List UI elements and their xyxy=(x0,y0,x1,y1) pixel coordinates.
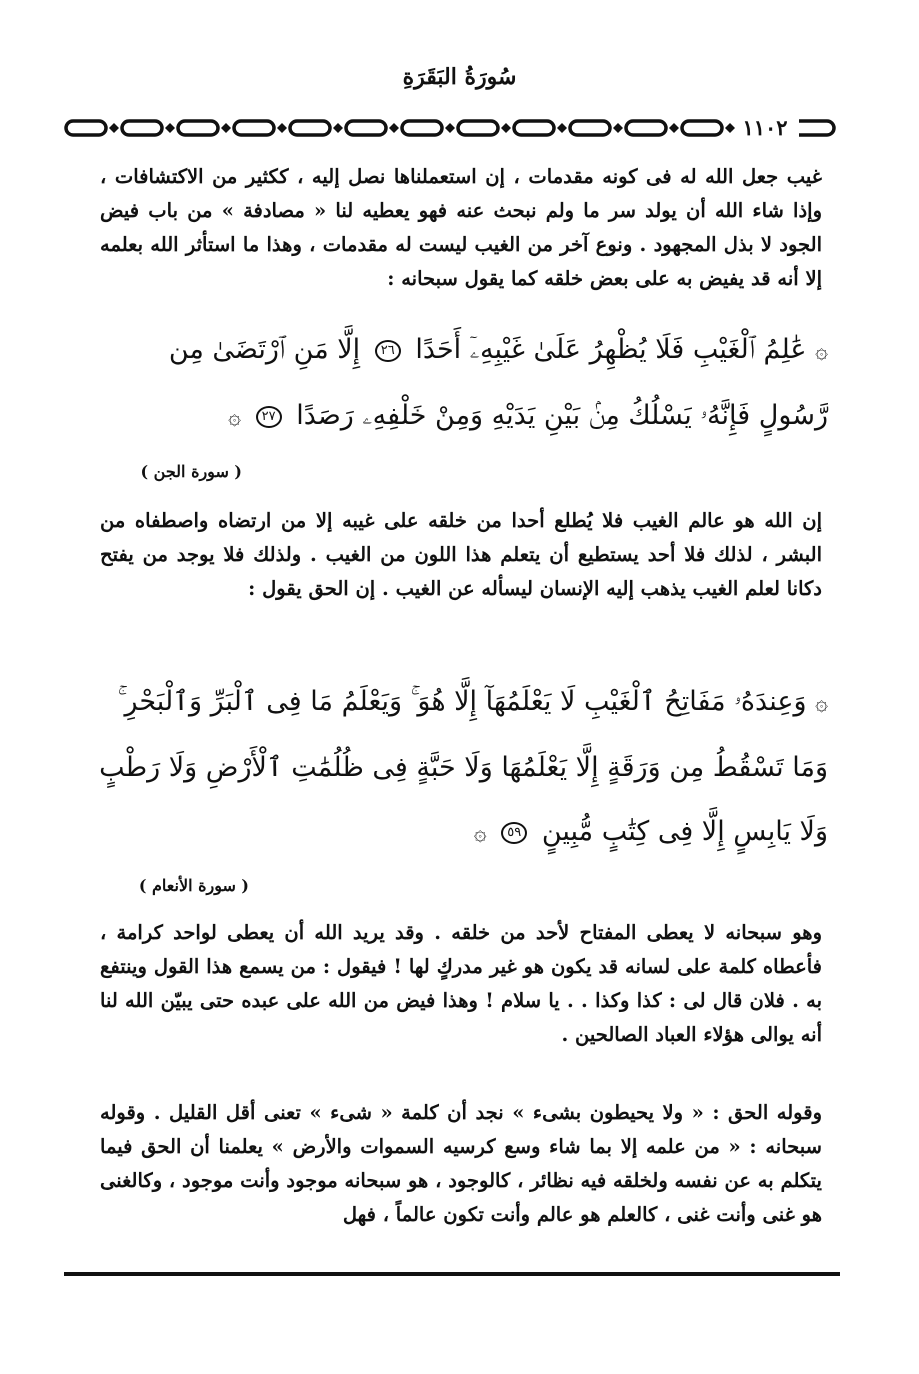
surah-title: سُورَةُ البَقَرَةِ xyxy=(402,64,517,90)
citation-surah-anam: ( سورة الأنعام ) xyxy=(138,876,249,895)
verse-open-ornament: ۞ xyxy=(815,339,828,364)
ayah-number-59: ٥٩ xyxy=(501,822,527,844)
header-ornamental-rule xyxy=(64,113,837,143)
verse-open-ornament: ۞ xyxy=(815,691,828,716)
verse-jinn-text-b: إِلَّا مَنِ ٱرْتَضَىٰ مِن رَّسُولٍ فَإِنَّهُۥ يَسْلُكُ مِنۢ بَيْنِ يَدَيْهِ وَمِنْ خَلْفِهِۦ رَصَدًا xyxy=(168,334,828,431)
footer-rule xyxy=(64,1272,840,1276)
quran-verse-anam xyxy=(92,670,828,866)
ayah-number-26: ٢٦ xyxy=(375,340,401,362)
quran-verse-jinn xyxy=(92,318,828,450)
paragraph-2: إن الله هو عالم الغيب فلا يُطلع أحدا من خلقه على غيبه إلا من ارتضاه واصطفاه من البشر ، لذلك فلا أحد يستطيع أن يتعلم هذا اللون من الغيب . ولذلك فلا يوجد من يفتح دكانا لعلم الغيب يذهب إليه الإنسان ليسأله عن الغيب . إن الحق يقول : xyxy=(100,509,822,600)
ayah-number-27: ٢٧ xyxy=(256,406,282,428)
verse-close-ornament: ۞ xyxy=(228,405,242,430)
paragraph-4: وقوله الحق : « ولا يحيطون بشىء » نجد أن كلمة « شىء » تعنى أقل القليل . وقوله سبحانه : « من علمه إلا بما شاء وسع كرسيه السموات والأرض » يعلمنا أن الحق فيما يتكلم به عن نفسه ولخلقه فيه نظائر ، كالوجود ، هو سبحانه موجود وأنت موجود ، وكالغنى هو غنى وأنت غنى ، كالعلم هو عالم وأنت تكون عالماً ، فهل xyxy=(100,1101,822,1226)
paragraph-3: وهو سبحانه لا يعطى المفتاح لأحد من خلقه . وقد يريد الله أن يعطى لواحد كرامة ، فأعطاه كلمة على لسانه قد يكون هو غير مدركٍ لها ! فيقول : من يسمع هذا القول وينتفع به . فلان قال لى : كذا وكذا . . يا سلام ! وهذا فيض من الله على عبده حتى يبيّن الله لنا أنه يوالى هؤلاء العباد الصالحين . xyxy=(100,921,822,1046)
citation-surah-jinn: ( سورة الجن ) xyxy=(140,462,242,481)
verse-jinn-text-a: عَٰلِمُ ٱلْغَيْبِ فَلَا يُظْهِرُ عَلَىٰ غَيْبِهِۦٓ أَحَدًا xyxy=(415,334,807,365)
verse-close-ornament: ۞ xyxy=(473,821,487,846)
paragraph-1: غيب جعل الله له فى كونه مقدمات ، إن استعملناها نصل إليه ، ككثير من الاكتشافات ، وإذا شاء الله أن يولد سر ما ولم نبحث عنه فهو يعطيه لنا « مصادفة » من باب فيض الجود لا بذل المجهود . ونوع آخر من الغيب ليست له مقدمات ، وهذا ما استأثر الله بعلمه إلا أنه قد يفيض به على بعض خلقه كما يقول سبحانه : xyxy=(100,165,822,290)
verse-anam-text: وَعِندَهُۥ مَفَاتِحُ ٱلْغَيْبِ لَا يَعْلَمُهَآ إِلَّا هُوَ ۚ وَيَعْلَمُ مَا فِى ٱلْبَرِّ وَٱلْبَحْرِ ۚ وَمَا تَسْقُطُ مِن وَرَقَةٍ إِلَّا يَعْلَمُهَا وَلَا حَبَّةٍ فِى ظُلُمَٰتِ ٱلْأَرْضِ وَلَا رَطْبٍ وَلَا يَابِسٍ إِلَّا فِى كِتَٰبٍ مُّبِينٍ xyxy=(99,686,828,847)
page-number: ١١٠٢ xyxy=(736,112,794,144)
